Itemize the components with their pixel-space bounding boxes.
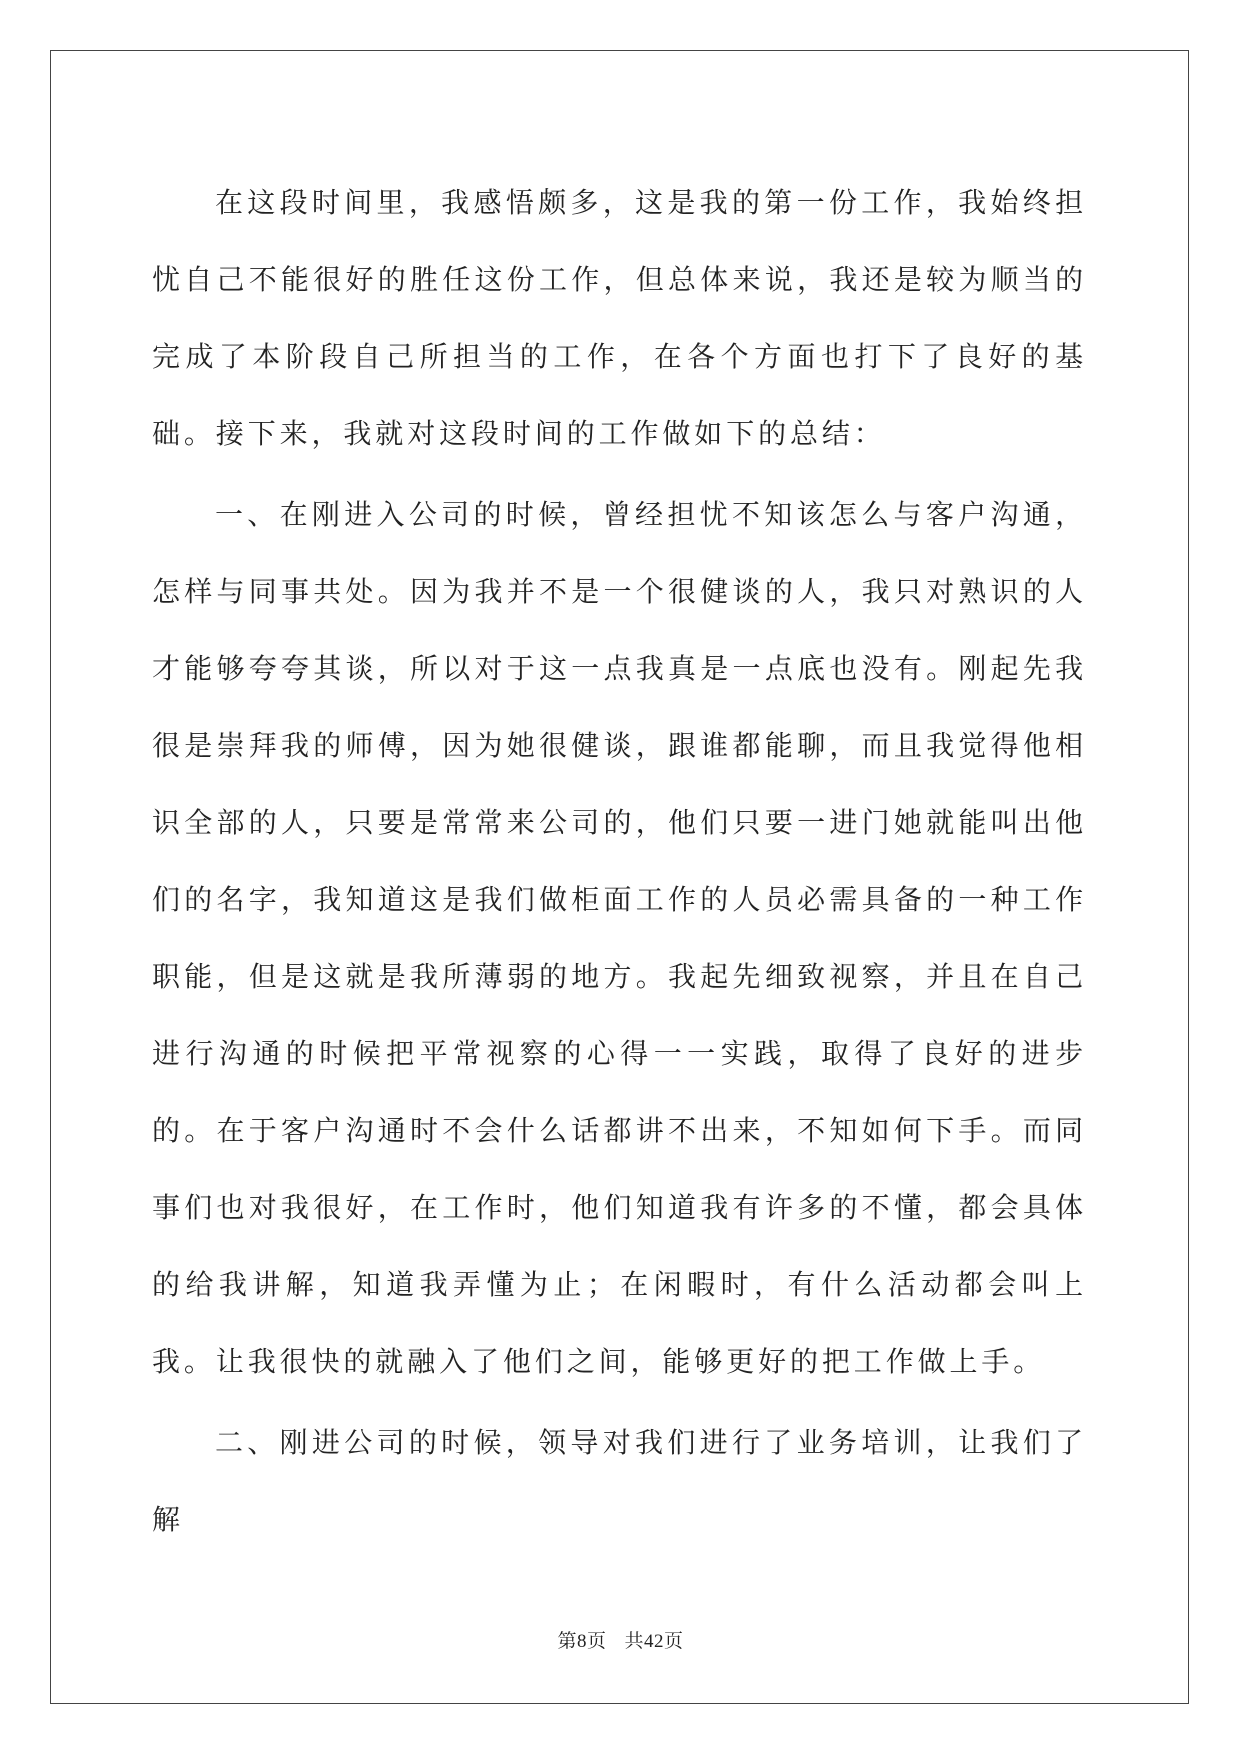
page-total: 共42页 xyxy=(624,1631,684,1652)
document-body xyxy=(152,164,1087,1558)
paragraph-intro: 在这段时间里，我感悟颇多，这是我的第一份工作，我始终担忧自己不能很好的胜任这份工作，但总体来说，我还是较为顺当的完成了本阶段自己所担当的工作，在各个方面也打下了良好的基础。接下来，我就对这段时间的工作做如下的总结： xyxy=(152,186,1087,450)
page-number: 第8页 xyxy=(557,1631,607,1652)
paragraph-section-two: 二、刚进公司的时候，领导对我们进行了业务培训，让我们了解 xyxy=(152,1426,1087,1536)
page-footer xyxy=(0,1626,1241,1653)
paragraph-section-one: 一、在刚进入公司的时候，曾经担忧不知该怎么与客户沟通，怎样与同事共处。因为我并不是一个很健谈的人，我只对熟识的人才能够夸夸其谈，所以对于这一点我真是一点底也没有。刚起先我很是崇拜我的师傅，因为她很健谈，跟谁都能聊，而且我觉得他相识全部的人，只要是常常来公司的，他们只要一进门她就能叫出他们的名字，我知道这是我们做柜面工作的人员必需具备的一种工作职能，但是这就是我所薄弱的地方。我起先细致视察，并且在自己进行沟通的时候把平常视察的心得一一实践，取得了良好的进步的。在于客户沟通时不会什么话都讲不出来，不知如何下手。而同事们也对我很好，在工作时，他们知道我有许多的不懂，都会具体的给我讲解，知道我弄懂为止；在闲暇时，有什么活动都会叫上我。让我很快的就融入了他们之间，能够更好的把工作做上手。 xyxy=(152,498,1087,1378)
